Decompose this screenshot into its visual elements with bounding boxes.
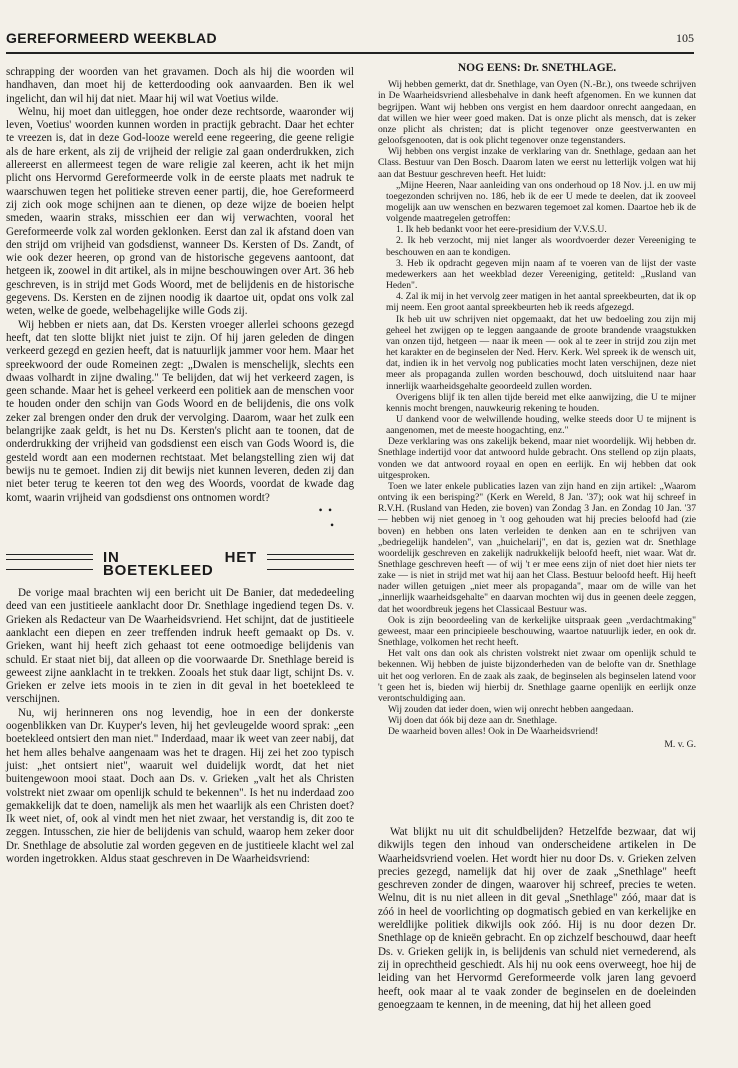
quote-paragraph: 3. Heb ik opdracht gegeven mijn naam af te voeren van de lijst der vaste medewerkers aan het weekblad dezer Vereeniging, getiteld: „Rusland van Heden". — [386, 257, 696, 292]
paragraph: Nu, wij herinneren ons nog levendig, hoe in een der donkerste oogenblikken van Dr. Kuyper's leven, hij het gevleugelde woord sprak: „een boetekleed ontsiert den man niet." Inderdaad, maar ik weet van zeer nabij, dat het hem alles behalve aangenaam was het te dragen. Hij zei het zoo typisch juist: „het ontsiert niet", waaruit wel duidelijk wordt, dat het niet buitengewoon mooi staat. Doch aan Ds. v. Grieken „valt het als Christen volstrekt niet zwaar om openlijk schuld te bekennen". Is het nu inderdaad zoo gemakkelijk dat te doen, namelijk als men het waarlijk als een Christen doet? Ik weet niet, of, ook al vindt men het niet zwaar, het verstandig is, dit zoo te zeggen. Intusschen, zie hier de belijdenis van schuld, waarop hem zeker door Dr. Snethlage de absolutie zal worden gegeven en de justitieele klacht wel zal worden ingetrokken. Aldus staat geschreven in De Waarheidsvriend: — [6, 706, 354, 866]
quote-paragraph: Ik heb uit uw schrijven niet opgemaakt, dat het uw bedoeling zou zijn mij geheel het zwijgen op te leggen aangaande de groote brandende vraagstukken van onzen tijd, hetgeen — naar ik meen — ook al te zeer in strijd zou zijn met het karakter en de beginselen der Ned. Herv. Kerk. Wel spreek ik de wensch uit, dat, indien ik in het vervolg nog publicaties mocht laten verschijnen, deze niet meer als propaganda zullen worden beschouwd, doch uitsluitend naar haar innerlijk waarheidsgehalte geoordeeld zullen worden. — [386, 313, 696, 392]
quote-paragraph: 1. Ik heb bedankt voor het eere-presidium der V.V.S.U. — [396, 224, 607, 236]
paragraph: Wij zouden dat ieder doen, wien wij onrecht hebben aangedaan. — [388, 704, 634, 716]
paragraph: Het valt ons dan ook als christen volstrekt niet zwaar om openlijk schuld te bekennen. Wij hebben de juiste bijzonderheden van de belofte van dr. Snethlage uit het oog verloren. En de zaak als zaak, de beginselen als beginselen latend voor 't geen het is, bieden wij hierbij dr. Snethlage gaarne openlijk en eerlijk onze verontschuldiging aan. — [378, 648, 696, 704]
ornament-dot: • — [330, 519, 334, 532]
paragraph: schrapping der woorden van het gravamen. Doch als hij die woorden wil handhaven, dan moet hij de ketterdooding ook aanvaarden. Ben ik wel ingelicht, dan wil hij dat niet. Maar hij wil wat Voetius wilde. — [6, 66, 354, 105]
left-column — [6, 66, 354, 866]
paragraph: De vorige maal brachten wij een bericht uit De Banier, dat mededeeling deed van een justitieele aanklacht door Dr. Snethlage ingediend tegen Ds. v. Grieken als Redacteur van De Waarheidsvriend. Het schijnt, dat de justitieele aanklacht een diepen en zeer treffenden indruk heeft gemaakt op Ds. v. Grieken, want hij heeft zich gehaast tot eene ootmoedige belijdenis van schuld. Er staat niet bij, dat alleen op die voorwaarde Dr. Snethlage bereid is geweest zijne aanklacht in te trekken. Zooals het stuk daar ligt, schijnt Ds. v. Grieken er zelve iets moois in te zien in dit geval in het boetekleed te verschijnen. — [6, 587, 354, 706]
paragraph: Wij hebben gemerkt, dat dr. Snethlage, van Oyen (N.-Br.), ons tweede schrijven in De Waarheidsvriend allesbehalve in dank heeft afgenomen. En we kunnen dat begrijpen. Want wij hebben ons vergist en hem daardoor onrecht aangedaan, en dat willen we hier weer goed maken. Dat is onze plicht als mensch, dat is zeker onze plicht als christen; dat is plicht tegenover onze geestverwanten en geloofsgenooten, dat is ook plicht tegenover onze tegenstanders. — [378, 79, 696, 147]
quote-paragraph: 2. Ik heb verzocht, mij niet langer als woordvoerder dezer Vereeniging te beschouwen en aan te kondigen. — [386, 235, 696, 258]
right-article — [378, 62, 696, 751]
paragraph: Welnu, hij moet dan uitleggen, hoe onder deze rechtsorde, waaronder wij leven, Voetius' woorden kunnen worden in practijk gebracht. Daar het echter te vreezen is, dat in deze God-looze wereld eene regeering, die geene religie als de hare erkent, als zij de vrijheid der religie zal gaan onderdrukken, zich allereerst en allermeest tegen de ware religie zal keeren, acht ik het mijn plicht ons Hervormd Gereformeerde volk in de eerste plaats met nadruk te waarschuwen tegen het politieke streven eener partij, die, hoe Gereformeerd zij zich ook moge schijnen aan te dienen, op deze wijze de boeien helpt smeden, waarin straks, misschien eer dan wij verwachten, vooral het Gereformeerde volk zal worden geklonken. Eerst dan zal ik afstand doen van den strijd om vrijheid van godsdienst, wanneer Ds. Kersten of Ds. Zandt, of wie ook dezer heeren, op grond van de historische gegevens aantoont, dat hetgeen ik, zoowel in dit artikel, als in mijne beschouwingen over Art. 36 heb geschreven, is in strijd met Gods Woord, met de belijdenis en de historische gegevens. Ds. Kersten en de zijnen noodig ik daartoe uit, opdat ons volk zal weten, welke de goede, welbehagelijke wille Gods zij. — [6, 105, 354, 318]
quote-paragraph: „Mijne Heeren, Naar aanleiding van ons onderhoud op 18 Nov. j.l. en uw mij toegezonden schrijven no. 186, heb ik de eer U mede te deelen, dat ik zooveel mogelijk aan uw wenschen en bezwaren tegemoet zal komen. Daartoe heb ik de volgende maatregelen getroffen: — [386, 179, 696, 225]
section-heading-box — [6, 547, 354, 580]
section-heading: IN HET BOETEKLEED — [93, 551, 267, 578]
publication-title: GEREFORMEERD WEEKBLAD — [6, 30, 217, 46]
quote-paragraph: Overigens blijf ik ten allen tijde bereid met elke aanwijzing, die U te mijner kennis mocht brengen, nauwkeurig rekening te houden. — [386, 391, 696, 414]
page-header — [6, 30, 694, 54]
ornament-dots: • • — [318, 504, 332, 517]
paragraph: Ook is zijn beoordeeling van de kerkelijke uitspraak geen „verdachtmaking" geweest, maar een principieele beschouwing, waartoe natuurlijk ieder, en ook dr. Snethlage, volkomen het recht heeft. — [378, 614, 696, 649]
quote-paragraph: U dankend voor de welwillende houding, welke steeds door U te mijnent is aangenomen, met de meeste hoogachting, enz." — [386, 413, 696, 437]
paragraph: Wat blijkt nu uit dit schuldbelijden? Hetzelfde bezwaar, dat wij dikwijls tegen den inhoud van onderscheidene artikelen in De Waarheidsvriend voelen. Het wordt hier nu door Ds. v. Grieken zelven precies gezegd, namelijk dat hij over de zaak „Snethlage" heeft geschreven zonder de dingen, waarover hij schreef, precies te weten. Welnu, dit is nu niet alleen in dit geval „Snethlage" zóó, maar dat is zóó in heel de voorlichting op dogmatisch gebied en van kerkelijke en wereldlijke politiek dikwijls ook zóó. Hij is nu door dezen Dr. Snethlage op de knieën gebracht. En op zichzelf beschouwd, daar heeft Ds. v. Grieken gelijk in, is belijdenis van schuld niet vernederend, als zij in oprechtheid geschiedt. Als hij nu ook eens overweegt, hoe hij de leiding van het Hervormd Gereformeerde volk jaren lang gevoerd heeft, ook maar al te vaak zonder de beginselen en de doeleinden genoegzaam te kennen, in de meening, dat hij het alleen goed — [378, 826, 696, 1011]
quote-paragraph: 4. Zal ik mij in het vervolg zeer matigen in het aantal spreekbeurten, dat ik op mij neem. Een groot aantal spreekbeurten heb ik reeds afgezegd. — [386, 291, 696, 314]
page-number: 105 — [676, 31, 694, 45]
paragraph: Wij hebben er niets aan, dat Ds. Kersten vroeger allerlei schoons gezegd heeft, dat ten slotte blijkt niet juist te zijn. Of hij jaren geleden de dingen verkeerd gezegd en gezien heeft, dat is natuurlijk jammer voor hem. Maar het spreekwoord der oude Romeinen zegt: „Dwalen is menschelijk, slechts een dwaas volhardt in zijne dwaling." Te belijden, dat wij het verkeerd zagen, is geen schande. Maar het is geheel verkeerd een politiek aan de menschen voor te houden onder den schijn van Gods Woord en de belijdenis, die ons volk zeker zal brengen onder den druk der vervolging. Daarom, waar het zulk een belangrijke zaak geldt, is het nu Ds. Kersten's plicht aan te toonen, dat de onderdrukking der vrijheid van godsdienst een eisch van Gods Woord is, die gesteld wordt aan een modernen rechtstaat. Met belangstelling zien wij dat bewijs nu te gemoet. Indien zij dit bewijs niet kunnen leveren, deden zij dan niet beter terug te keeren tot den weg des Woords, voordat de kwade dag komt, waarin vrijheid van godsdienst ons ontnomen wordt? — [6, 318, 354, 504]
paragraph: Toen we later enkele publicaties lazen van zijn hand en zijn artikel: „Waarom ontving ik een berisping?" (Kerk en Wereld, 8 Jan. '37); ook wat hij schreef in R.V.H. (Rusland van Heden, zie boven) van Zondag 3 Jan. en Zondag 10 Jan. '37 — hebben wij niet genoeg in 't oog gehouden wat hij precies beloofd had (zie boven) en hebben ons laten verleiden te denken aan en te schrijven van „bedriegelijk handelen", van „huichelarij", en dat is, gezien wat dr. Snethlage woordelijk geschreven en zakelijk nadrukkelijk beloofd heeft, niet waar. Wat dr. Snethlage geschreven heeft — of wij 't er mee eens zijn of niet doet hier niets ter zake — is niet in strijd met wat hij aan het Class. Bestuur beloofd heeft. Hij heeft nader willen getuigen „niet meer als propaganda", maar om de wille van het „innerlijk waarheidsgehalte" en daarvan mochten wij dus in geenen deele zeggen, dat het woordbreuk jegens het Classicaal Bestuur was. — [378, 480, 696, 615]
paragraph: Wij hebben ons vergist inzake de verklaring van dr. Snethlage, gedaan aan het Class. Bestuur van Den Bosch. Daarom laten we eerst nu letterlijk volgen wat hij aan dat Bestuur geschreven heeft. Het luidt: — [378, 146, 696, 180]
signature: M. v. G. — [664, 738, 696, 750]
paragraph: De waarheid boven alles! Ook in De Waarheidsvriend! — [388, 726, 599, 738]
paragraph: Wij doen dat óók bij deze aan dr. Snethlage. — [388, 715, 558, 727]
right-continuation — [378, 826, 696, 1012]
paragraph: Deze verklaring was ons zakelijk bekend, maar niet woordelijk. Wij hebben dr. Snethlage indertijd voor dat antwoord hulde gebracht. Ons stellend op zijn plaats, vonden we dat antwoord royaal en open en eerlijk. En wij hebben dat ook uitgesproken. — [378, 436, 696, 481]
article-heading: NOG EENS: Dr. SNETHLAGE. — [457, 62, 617, 74]
